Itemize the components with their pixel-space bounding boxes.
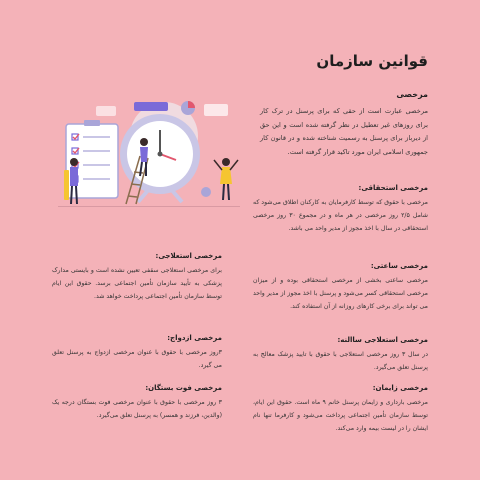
section-title: مرخصی استحقاقی: xyxy=(358,184,428,192)
section-title: مرخصی فوت بستگان: xyxy=(145,384,222,392)
section-body: در سال ۳ روز مرخصی استعلاجی با حقوق با تایید پزشک معالج به پرسنل تعلق می‌گیرد. xyxy=(253,351,428,371)
section-annual-sick-leave xyxy=(253,336,428,374)
section-title: مرخصی استعلاجی ساالنه: xyxy=(337,336,428,344)
section-sick-leave xyxy=(52,252,222,303)
section-maternity-leave xyxy=(253,384,428,435)
section-body: ۳ روز مرخصی با حقوق با عنوان مرخصی فوت بستگان درجه یک (والدین، فرزند و همسر) به پرسنل تعلق می‌گیرد. xyxy=(52,399,222,419)
section-body: مرخصی بارداری و زایمان پرسنل خانم ۹ ماه است. حقوق این ایام، توسط سازمان تأمین اجتماعی پرداخت می‌شود و کارفرما تنها نام ایشان را در لیست بیمه وارد می‌کند. xyxy=(253,399,428,432)
section-body: مرخصی عبارت است از حقی که برای پرسنل در ترک کار برای روزهای غیر تعطیل در نظر گرفته شده است و این حق از دیرباز برای پرسنل به رسمیت شناخته شده و در قانون کار جمهوری اسلامی ایران مورد تاکید قرار گرفته است. xyxy=(260,107,428,156)
section-leave-definition xyxy=(260,90,428,159)
section-bereavement-leave xyxy=(52,384,222,422)
section-title: مرخصی ازدواج: xyxy=(167,334,222,342)
page-title: قوانین سازمان xyxy=(316,52,428,70)
section-body: ۳روز مرخصی با حقوق با عنوان مرخصی ازدواج به پرسنل تعلق می گیرد. xyxy=(52,349,222,369)
section-hourly-leave xyxy=(253,262,428,313)
section-marriage-leave xyxy=(52,334,222,372)
section-body: مرخصی ساعتی بخشی از مرخصی استحقاقی بوده و از میزان مرخصی استحقاقی کسر می‌شود و پرسنل با اخذ مجوز از مدیر واحد می تواند برای برخی کارهای روزانه از آن استفاده کند. xyxy=(253,277,428,310)
section-title: مرخصی استعلاجی: xyxy=(155,252,222,260)
section-body: برای مرخصی استعلاجی سقفی تعیین نشده است و بایستی مدارک پزشکی به تأیید سازمان تأمین اجتماعی برسد. حقوق این ایام توسط سازمان تأمین اجتماعی پرداخت خواهد شد. xyxy=(52,267,222,300)
section-entitled-leave xyxy=(253,184,428,235)
section-title: مرخصی xyxy=(396,90,428,99)
section-title: مرخصی ساعتی: xyxy=(370,262,428,270)
section-title: مرخصی زایمان: xyxy=(372,384,428,392)
leave-clock-illustration xyxy=(56,96,242,216)
section-body: مرخصی با حقوق که توسط کارفرمایان به کارکنان اطلاق می‌شود که شامل ۲/۵ روز مرخصی در هر ماه و در مجموع ۳۰ روز مرخصی استحقاقی در سال با اخذ مجوز از مدیر واحد می باشد. xyxy=(253,199,428,232)
